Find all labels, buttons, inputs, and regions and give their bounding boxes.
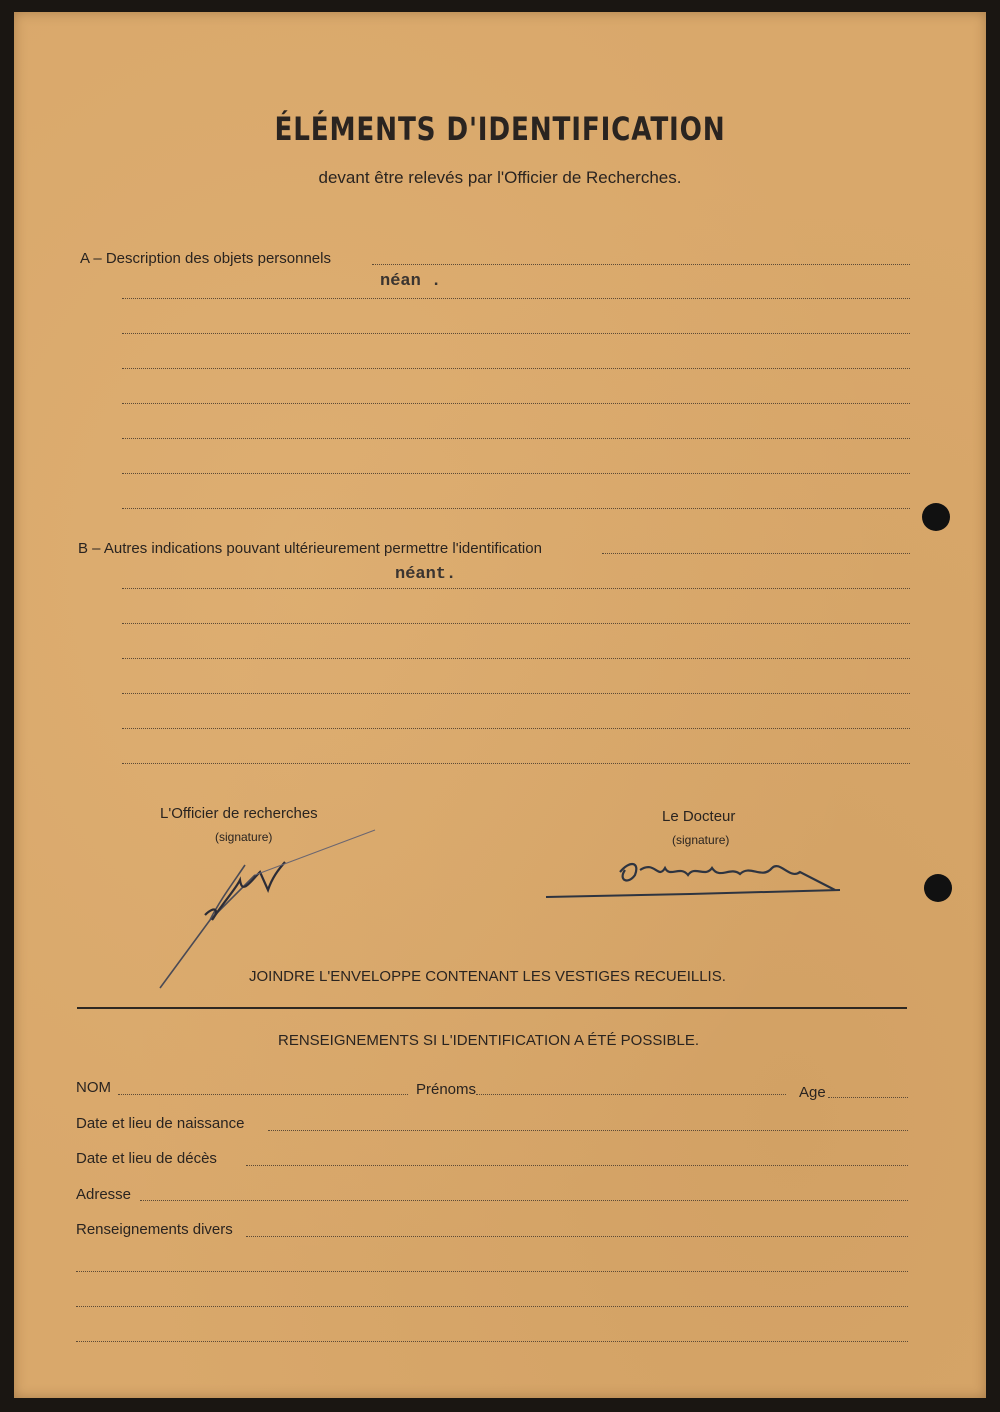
section-b-line-1 (602, 553, 910, 554)
section-b-line-2 (122, 588, 910, 589)
nom-label: NOM (76, 1079, 111, 1096)
section-b-line-6 (122, 728, 910, 729)
section-a-line-1 (372, 264, 910, 265)
naissance-field (268, 1130, 908, 1131)
deces-label: Date et lieu de décès (76, 1150, 217, 1167)
section-b-typed-value: néant. (395, 565, 457, 584)
section-b-label: B – Autres indications pouvant ultérieurement permettre l'identification (78, 540, 542, 557)
divers-field-line-1 (246, 1236, 908, 1237)
section-b-line-4 (122, 658, 910, 659)
doctor-signature-label: Le Docteur (662, 808, 736, 825)
section-a-line-3 (122, 333, 910, 334)
officer-signature-label: L'Officier de recherches (160, 805, 318, 822)
section-b-line-7 (122, 763, 910, 764)
section-a-line-8 (122, 508, 910, 509)
section-a-label: A – Description des objets personnels (80, 250, 331, 267)
section-a-line-4 (122, 368, 910, 369)
prenoms-field (476, 1094, 786, 1095)
adresse-field (140, 1200, 908, 1201)
form-sheet (14, 12, 986, 1398)
age-label: Age (799, 1084, 826, 1101)
identification-heading: RENSEIGNEMENTS SI L'IDENTIFICATION A ÉTÉ POSSIBLE. (278, 1032, 700, 1049)
section-a-line-6 (122, 438, 910, 439)
form-title: ÉLÉMENTS D'IDENTIFICATION (274, 110, 726, 148)
doctor-handwritten-signature (540, 850, 850, 910)
punch-hole-upper (922, 503, 950, 531)
age-field (828, 1097, 908, 1098)
section-divider (77, 1007, 907, 1009)
section-a-line-7 (122, 473, 910, 474)
nom-field (118, 1094, 408, 1095)
section-a-typed-value: néan . (380, 272, 442, 291)
divers-label: Renseignements divers (76, 1221, 233, 1238)
divers-field-line-3 (76, 1306, 908, 1307)
adresse-label: Adresse (76, 1186, 132, 1203)
divers-field-line-4 (76, 1341, 908, 1342)
envelope-instruction: JOINDRE L'ENVELOPPE CONTENANT LES VESTIGES RECUEILLIS. (249, 968, 726, 985)
punch-hole-lower (924, 874, 952, 902)
naissance-label: Date et lieu de naissance (76, 1115, 245, 1132)
form-subtitle: devant être relevés par l'Officier de Recherches. (318, 168, 682, 187)
doctor-signature-sub: (signature) (672, 833, 730, 847)
prenoms-label: Prénoms (416, 1081, 477, 1098)
section-a-line-2 (122, 298, 910, 299)
officer-signature-sub: (signature) (215, 830, 273, 844)
deces-field (246, 1165, 908, 1166)
section-b-line-5 (122, 693, 910, 694)
section-b-line-3 (122, 623, 910, 624)
divers-field-line-2 (76, 1271, 908, 1272)
section-a-line-5 (122, 403, 910, 404)
